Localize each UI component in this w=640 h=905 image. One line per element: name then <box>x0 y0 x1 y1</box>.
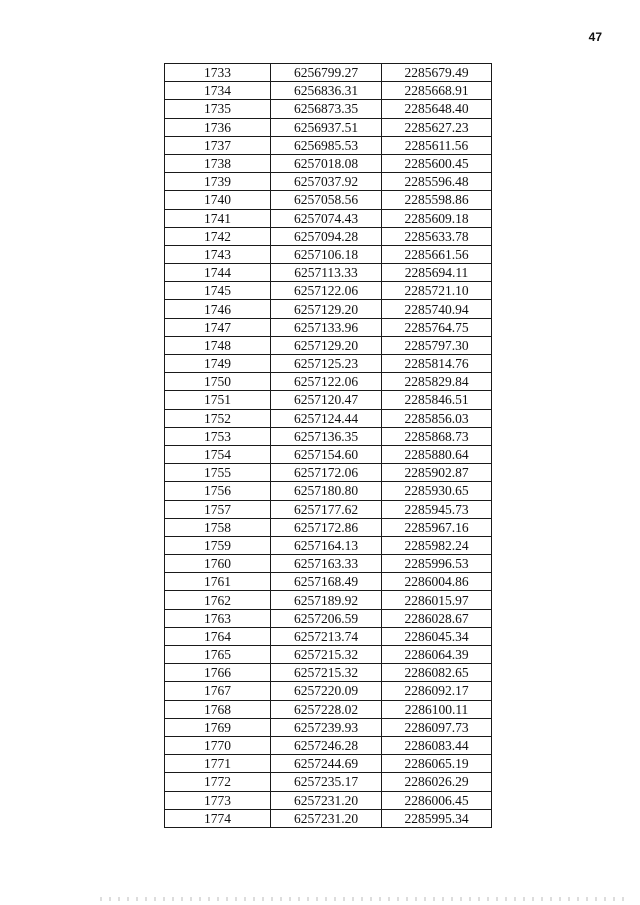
table-row <box>165 264 492 282</box>
y-coordinate-cell: 2285661.56 <box>382 245 492 263</box>
point-number-cell: 1758 <box>165 518 271 536</box>
table-row <box>165 500 492 518</box>
x-coordinate-cell: 6257215.32 <box>271 646 382 664</box>
x-coordinate-cell: 6256799.27 <box>271 64 382 82</box>
point-number-cell: 1755 <box>165 464 271 482</box>
point-number-cell: 1749 <box>165 355 271 373</box>
point-number-cell: 1735 <box>165 100 271 118</box>
table-row <box>165 336 492 354</box>
x-coordinate-cell: 6257168.49 <box>271 573 382 591</box>
x-coordinate-cell: 6257228.02 <box>271 700 382 718</box>
x-coordinate-cell: 6257129.20 <box>271 300 382 318</box>
table-row <box>165 373 492 391</box>
x-coordinate-cell: 6257122.06 <box>271 373 382 391</box>
y-coordinate-cell: 2285995.34 <box>382 809 492 827</box>
table-row <box>165 736 492 754</box>
table-row <box>165 118 492 136</box>
y-coordinate-cell: 2285648.40 <box>382 100 492 118</box>
y-coordinate-cell: 2286006.45 <box>382 791 492 809</box>
point-number-cell: 1774 <box>165 809 271 827</box>
y-coordinate-cell: 2285880.64 <box>382 445 492 463</box>
table-row <box>165 609 492 627</box>
point-number-cell: 1753 <box>165 427 271 445</box>
table-row <box>165 809 492 827</box>
x-coordinate-cell: 6256836.31 <box>271 82 382 100</box>
point-number-cell: 1761 <box>165 573 271 591</box>
x-coordinate-cell: 6256873.35 <box>271 100 382 118</box>
point-number-cell: 1762 <box>165 591 271 609</box>
y-coordinate-cell: 2286004.86 <box>382 573 492 591</box>
table-row <box>165 464 492 482</box>
table-row <box>165 173 492 191</box>
x-coordinate-cell: 6257113.33 <box>271 264 382 282</box>
point-number-cell: 1759 <box>165 536 271 554</box>
table-row <box>165 482 492 500</box>
y-coordinate-cell: 2285740.94 <box>382 300 492 318</box>
y-coordinate-cell: 2286083.44 <box>382 736 492 754</box>
x-coordinate-cell: 6257220.09 <box>271 682 382 700</box>
y-coordinate-cell: 2285945.73 <box>382 500 492 518</box>
table-row <box>165 646 492 664</box>
y-coordinate-cell: 2285721.10 <box>382 282 492 300</box>
x-coordinate-cell: 6257018.08 <box>271 154 382 172</box>
x-coordinate-cell: 6257172.06 <box>271 464 382 482</box>
point-number-cell: 1765 <box>165 646 271 664</box>
y-coordinate-cell: 2286064.39 <box>382 646 492 664</box>
table-row <box>165 409 492 427</box>
y-coordinate-cell: 2285814.76 <box>382 355 492 373</box>
x-coordinate-cell: 6257244.69 <box>271 755 382 773</box>
x-coordinate-cell: 6257094.28 <box>271 227 382 245</box>
table-row <box>165 791 492 809</box>
x-coordinate-cell: 6257213.74 <box>271 627 382 645</box>
y-coordinate-cell: 2285930.65 <box>382 482 492 500</box>
table-row <box>165 518 492 536</box>
table-row <box>165 209 492 227</box>
point-number-cell: 1766 <box>165 664 271 682</box>
y-coordinate-cell: 2286015.97 <box>382 591 492 609</box>
table-row <box>165 318 492 336</box>
y-coordinate-cell: 2285611.56 <box>382 136 492 154</box>
x-coordinate-cell: 6257106.18 <box>271 245 382 263</box>
point-number-cell: 1769 <box>165 718 271 736</box>
y-coordinate-cell: 2285829.84 <box>382 373 492 391</box>
point-number-cell: 1737 <box>165 136 271 154</box>
y-coordinate-cell: 2286097.73 <box>382 718 492 736</box>
x-coordinate-cell: 6257206.59 <box>271 609 382 627</box>
y-coordinate-cell: 2286082.65 <box>382 664 492 682</box>
y-coordinate-cell: 2285668.91 <box>382 82 492 100</box>
point-number-cell: 1744 <box>165 264 271 282</box>
x-coordinate-cell: 6257215.32 <box>271 664 382 682</box>
table-row <box>165 300 492 318</box>
x-coordinate-cell: 6257164.13 <box>271 536 382 554</box>
table-row <box>165 718 492 736</box>
table-row <box>165 555 492 573</box>
point-number-cell: 1773 <box>165 791 271 809</box>
point-number-cell: 1739 <box>165 173 271 191</box>
point-number-cell: 1741 <box>165 209 271 227</box>
x-coordinate-cell: 6257180.80 <box>271 482 382 500</box>
y-coordinate-cell: 2285598.86 <box>382 191 492 209</box>
y-coordinate-cell: 2286100.11 <box>382 700 492 718</box>
x-coordinate-cell: 6257136.35 <box>271 427 382 445</box>
table-row <box>165 100 492 118</box>
table-row <box>165 627 492 645</box>
page-number: 47 <box>588 30 602 44</box>
coordinates-table-body <box>165 64 492 828</box>
point-number-cell: 1760 <box>165 555 271 573</box>
point-number-cell: 1748 <box>165 336 271 354</box>
table-row <box>165 391 492 409</box>
x-coordinate-cell: 6256937.51 <box>271 118 382 136</box>
x-coordinate-cell: 6257231.20 <box>271 791 382 809</box>
table-row <box>165 427 492 445</box>
x-coordinate-cell: 6257124.44 <box>271 409 382 427</box>
x-coordinate-cell: 6257133.96 <box>271 318 382 336</box>
y-coordinate-cell: 2285600.45 <box>382 154 492 172</box>
y-coordinate-cell: 2285764.75 <box>382 318 492 336</box>
point-number-cell: 1757 <box>165 500 271 518</box>
point-number-cell: 1764 <box>165 627 271 645</box>
point-number-cell: 1763 <box>165 609 271 627</box>
point-number-cell: 1752 <box>165 409 271 427</box>
table-row <box>165 136 492 154</box>
y-coordinate-cell: 2286092.17 <box>382 682 492 700</box>
y-coordinate-cell: 2285982.24 <box>382 536 492 554</box>
coordinates-table <box>164 63 492 828</box>
y-coordinate-cell: 2285679.49 <box>382 64 492 82</box>
point-number-cell: 1751 <box>165 391 271 409</box>
table-row <box>165 445 492 463</box>
point-number-cell: 1771 <box>165 755 271 773</box>
table-row <box>165 536 492 554</box>
table-row <box>165 664 492 682</box>
point-number-cell: 1736 <box>165 118 271 136</box>
y-coordinate-cell: 2285694.11 <box>382 264 492 282</box>
table-row <box>165 227 492 245</box>
x-coordinate-cell: 6257172.86 <box>271 518 382 536</box>
table-row <box>165 355 492 373</box>
x-coordinate-cell: 6257037.92 <box>271 173 382 191</box>
point-number-cell: 1772 <box>165 773 271 791</box>
x-coordinate-cell: 6257231.20 <box>271 809 382 827</box>
x-coordinate-cell: 6257058.56 <box>271 191 382 209</box>
point-number-cell: 1743 <box>165 245 271 263</box>
y-coordinate-cell: 2286028.67 <box>382 609 492 627</box>
point-number-cell: 1734 <box>165 82 271 100</box>
table-row <box>165 82 492 100</box>
point-number-cell: 1750 <box>165 373 271 391</box>
table-row <box>165 154 492 172</box>
x-coordinate-cell: 6256985.53 <box>271 136 382 154</box>
x-coordinate-cell: 6257246.28 <box>271 736 382 754</box>
x-coordinate-cell: 6257239.93 <box>271 718 382 736</box>
y-coordinate-cell: 2286026.29 <box>382 773 492 791</box>
table-row <box>165 191 492 209</box>
point-number-cell: 1747 <box>165 318 271 336</box>
point-number-cell: 1756 <box>165 482 271 500</box>
y-coordinate-cell: 2286045.34 <box>382 627 492 645</box>
table-row <box>165 591 492 609</box>
y-coordinate-cell: 2285996.53 <box>382 555 492 573</box>
point-number-cell: 1740 <box>165 191 271 209</box>
point-number-cell: 1733 <box>165 64 271 82</box>
point-number-cell: 1746 <box>165 300 271 318</box>
point-number-cell: 1754 <box>165 445 271 463</box>
x-coordinate-cell: 6257120.47 <box>271 391 382 409</box>
y-coordinate-cell: 2285633.78 <box>382 227 492 245</box>
y-coordinate-cell: 2285902.87 <box>382 464 492 482</box>
point-number-cell: 1742 <box>165 227 271 245</box>
y-coordinate-cell: 2285967.16 <box>382 518 492 536</box>
y-coordinate-cell: 2285797.30 <box>382 336 492 354</box>
x-coordinate-cell: 6257122.06 <box>271 282 382 300</box>
y-coordinate-cell: 2285868.73 <box>382 427 492 445</box>
x-coordinate-cell: 6257189.92 <box>271 591 382 609</box>
table-row <box>165 773 492 791</box>
x-coordinate-cell: 6257125.23 <box>271 355 382 373</box>
scan-artifact <box>100 897 630 901</box>
point-number-cell: 1767 <box>165 682 271 700</box>
y-coordinate-cell: 2285627.23 <box>382 118 492 136</box>
table-row <box>165 64 492 82</box>
table-row <box>165 573 492 591</box>
table-row <box>165 682 492 700</box>
y-coordinate-cell: 2286065.19 <box>382 755 492 773</box>
y-coordinate-cell: 2285596.48 <box>382 173 492 191</box>
x-coordinate-cell: 6257235.17 <box>271 773 382 791</box>
table-row <box>165 282 492 300</box>
point-number-cell: 1745 <box>165 282 271 300</box>
x-coordinate-cell: 6257163.33 <box>271 555 382 573</box>
x-coordinate-cell: 6257177.62 <box>271 500 382 518</box>
x-coordinate-cell: 6257074.43 <box>271 209 382 227</box>
table-row <box>165 700 492 718</box>
x-coordinate-cell: 6257154.60 <box>271 445 382 463</box>
table-row <box>165 755 492 773</box>
y-coordinate-cell: 2285846.51 <box>382 391 492 409</box>
table-row <box>165 245 492 263</box>
point-number-cell: 1770 <box>165 736 271 754</box>
point-number-cell: 1738 <box>165 154 271 172</box>
y-coordinate-cell: 2285609.18 <box>382 209 492 227</box>
point-number-cell: 1768 <box>165 700 271 718</box>
y-coordinate-cell: 2285856.03 <box>382 409 492 427</box>
x-coordinate-cell: 6257129.20 <box>271 336 382 354</box>
